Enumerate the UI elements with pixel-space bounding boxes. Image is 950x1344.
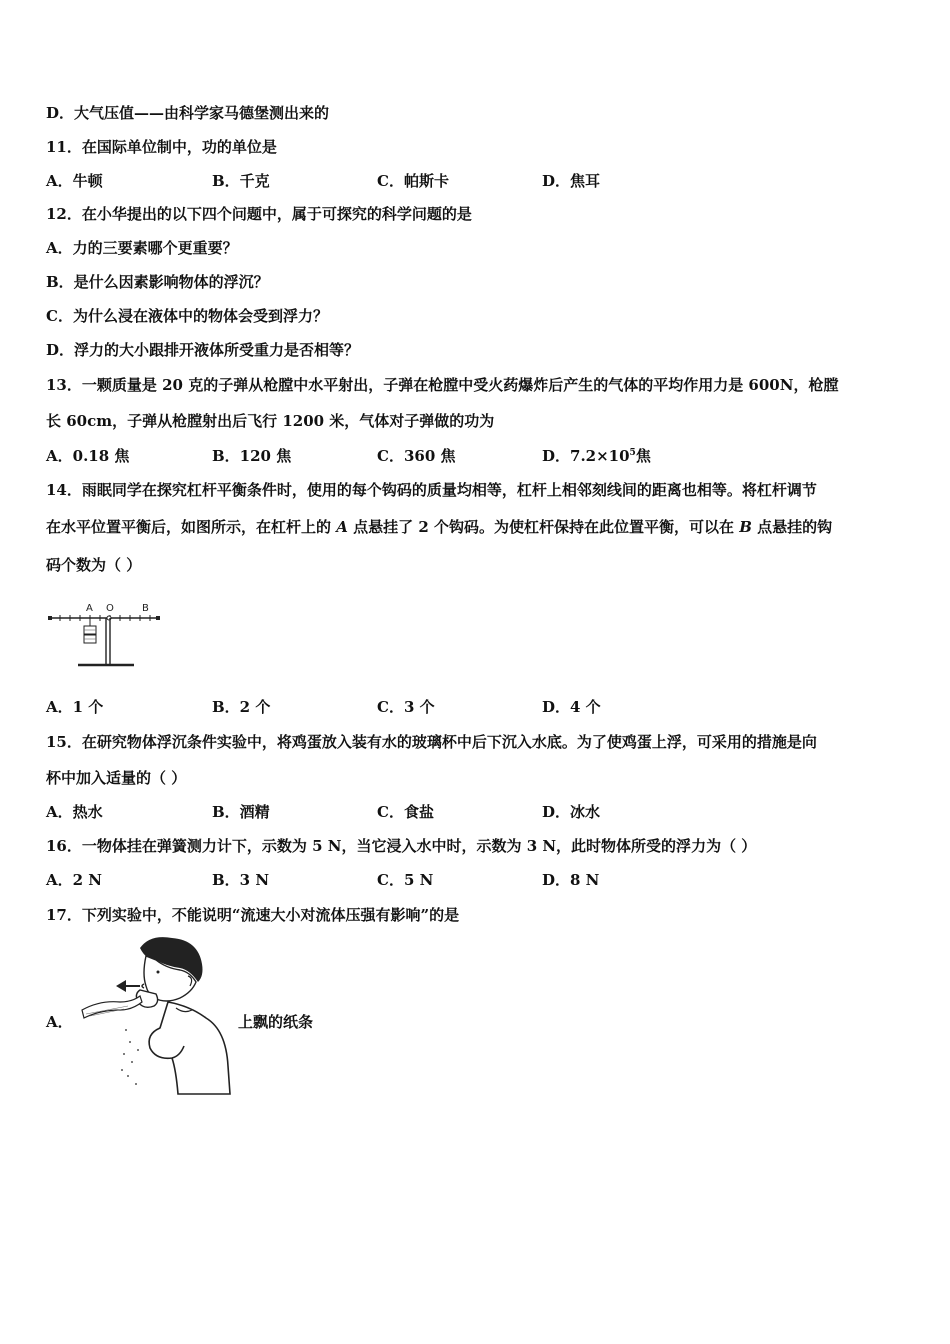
q13-stem-line1: 13．一颗质量是 20 克的子弹从枪膛中水平射出，子弹在枪膛中受火药爆炸后产生的气体的平均作用力是 600N，枪膛 xyxy=(46,376,839,394)
point-a-label: A xyxy=(336,518,348,536)
q15-line1: 15．在研究物体浮沉条件实验中，将鸡蛋放入装有水的玻璃杯中后下沉入水底。为了使鸡蛋上浮，可采用的措施是向 xyxy=(46,733,817,751)
paper-strip xyxy=(82,996,142,1018)
left-nut xyxy=(48,616,52,620)
q12-stem: 12．在小华提出的以下四个问题中，属于可探究的科学问题的是 xyxy=(46,205,472,223)
q10-option-d: D．大气压值——由科学家马德堡测出来的 xyxy=(46,104,330,122)
q14-option-b: B．2 个 xyxy=(212,698,271,716)
lever-figure xyxy=(46,598,166,672)
q13-option-a: A．0.18 焦 xyxy=(46,447,130,465)
mouth xyxy=(142,984,144,988)
boy-blowing-paper-figure xyxy=(80,930,240,1098)
q16-option-a: A．2 N xyxy=(46,871,103,889)
dots xyxy=(121,1029,139,1085)
q15-option-d: D．冰水 xyxy=(542,803,601,821)
right-nut xyxy=(156,616,160,620)
q17-stem: 17．下列实验中，不能说明“流速大小对流体压强有影响”的是 xyxy=(46,906,460,924)
q14-line1: 14．雨眠同学在探究杠杆平衡条件时，使用的每个钩码的质量均相等，杠杆上相邻刻线间的距离也相等。将杠杆调节 xyxy=(46,481,817,499)
q12-option-b: B．是什么因素影响物体的浮沉？ xyxy=(46,273,269,291)
point-b-label: B xyxy=(739,518,752,536)
fig-label-b: B xyxy=(142,603,149,614)
q14-option-a: A．1 个 xyxy=(46,698,104,716)
q13-stem-line2: 长 60cm，子弹从枪膛射出后飞行 1200 米，气体对子弹做的功为 xyxy=(46,412,495,430)
q15-option-b: B．酒精 xyxy=(212,803,270,821)
q11-stem: 11．在国际单位制中，功的单位是 xyxy=(46,138,277,156)
q11-option-b: B．千克 xyxy=(212,172,270,190)
q14-line2: 在水平位置平衡后，如图所示，在杠杆上的 A 点悬挂了 2 个钩码。为使杠杆保持在此位置平衡，可以在 B 点悬挂的钩 xyxy=(46,518,833,536)
q15-option-a: A．热水 xyxy=(46,803,103,821)
q14-line3: 码个数为（ ） xyxy=(46,556,142,574)
q17-option-a-caption: 上飘的纸条 xyxy=(238,1013,314,1031)
q16-option-d: D．8 N xyxy=(542,871,600,889)
q12-option-d: D．浮力的大小跟排开液体所受重力是否相等？ xyxy=(46,341,360,359)
q16-stem: 16．一物体挂在弹簧测力计下，示数为 5 N，当它浸入水中时，示数为 3 N，此时物体所受的浮力为（ ） xyxy=(46,837,757,855)
fig-label-o: O xyxy=(106,603,114,614)
q12-option-c: C．为什么浸在液体中的物体会受到浮力？ xyxy=(46,307,328,325)
eye xyxy=(157,971,160,974)
q13-exponent: 5 xyxy=(629,448,636,458)
q13-option-d: D．$7.2\times 10^5$焦 xyxy=(542,447,651,465)
fig-label-a: A xyxy=(86,603,93,614)
q11-option-a: A．牛顿 xyxy=(46,172,103,190)
q11-option-c: C．帕斯卡 xyxy=(377,172,449,190)
q11-option-d: D．焦耳 xyxy=(542,172,601,190)
q16-option-c: C．5 N xyxy=(377,871,434,889)
airflow-arrowhead xyxy=(116,980,126,992)
q14-option-d: D．4 个 xyxy=(542,698,601,716)
q13-option-c: C．360 焦 xyxy=(377,447,456,465)
q13-option-b: B．120 焦 xyxy=(212,447,292,465)
q17-option-a-label: A． xyxy=(46,1013,73,1031)
q12-option-a: A．力的三要素哪个更重要？ xyxy=(46,239,238,257)
q15-option-c: C．食盐 xyxy=(377,803,434,821)
q15-line2: 杯中加入适量的（ ） xyxy=(46,769,187,787)
q14-option-c: C．3 个 xyxy=(377,698,435,716)
q16-option-b: B．3 N xyxy=(212,871,270,889)
